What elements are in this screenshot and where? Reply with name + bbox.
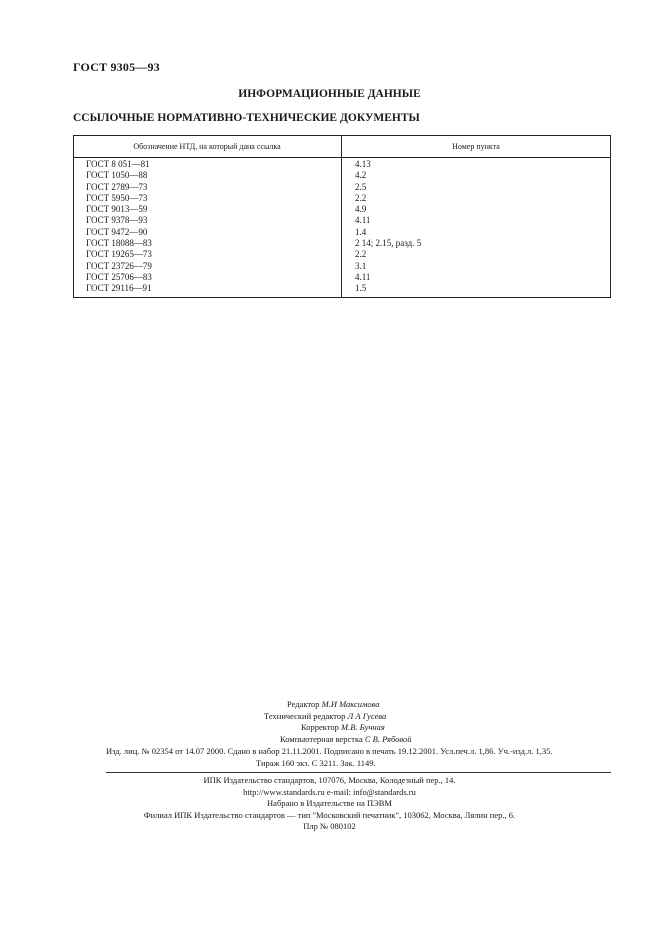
reference-cell: ГОСТ 19265—73 xyxy=(86,249,152,260)
publisher-info xyxy=(0,775,659,833)
table-row xyxy=(73,204,611,215)
column-header-reference: Обозначение НТД, на который дана ссылка xyxy=(133,142,281,151)
layout-label: Компьютерная верстка xyxy=(280,733,363,744)
section-title: ИНФОРМАЦИОННЫЕ ДАННЫЕ xyxy=(238,88,421,100)
tech-editor-label: Технический редактор xyxy=(264,710,346,721)
reference-cell: ГОСТ 18088—83 xyxy=(86,238,152,249)
editor-name: М.И Максимова xyxy=(321,699,380,709)
reference-cell: ГОСТ 1050—88 xyxy=(86,170,148,181)
clause-cell: 2.2 xyxy=(355,249,367,260)
table-body xyxy=(73,159,611,295)
table-row xyxy=(73,170,611,181)
editorial-credits xyxy=(258,699,412,745)
publisher-line-3: Набрано в Издательстве на ПЭВМ xyxy=(267,798,392,808)
publisher-line-4: Филиал ИПК Издательство стандартов — тип "Московский печатник", 103062, Москва, Лялин пер., 6. xyxy=(143,809,516,820)
table-title: ССЫЛОЧНЫЕ НОРМАТИВНО-ТЕХНИЧЕСКИЕ ДОКУМЕНТЫ xyxy=(73,112,420,124)
table-row xyxy=(73,238,611,249)
clause-cell: 1.4 xyxy=(355,226,367,237)
clause-cell: 2.2 xyxy=(355,192,367,203)
editor-line xyxy=(258,699,412,711)
print-details xyxy=(106,745,553,769)
table-row xyxy=(73,283,611,294)
print-details-line-2: Тираж 160 экз. С 3211. Зак. 1149. xyxy=(256,758,376,768)
print-details-line-1: Изд. лиц. № 02354 от 14.07 2000. Сдано в набор 21.11.2001. Подписано в печать 19.12.2001. Усл.печ.л. 1,86. Уч.-изд.л. 1,35. xyxy=(106,746,553,756)
table-row xyxy=(73,272,611,283)
reference-cell: ГОСТ 2789—73 xyxy=(86,181,148,192)
clause-cell: 1.5 xyxy=(355,283,367,294)
layout-line xyxy=(258,734,412,746)
document-code: ГОСТ 9305—93 xyxy=(73,60,160,74)
reference-cell: ГОСТ 9472—90 xyxy=(86,226,148,237)
publisher-line-1: ИПК Издательство стандартов, 107076, Москва, Колодезный пер., 14. xyxy=(203,775,456,785)
reference-cell: ГОСТ 9013—59 xyxy=(86,204,148,215)
table-row xyxy=(73,227,611,238)
clause-cell: 4.9 xyxy=(355,204,367,215)
table-row xyxy=(73,182,611,193)
clause-cell: 4.13 xyxy=(355,159,371,169)
table-row xyxy=(73,215,611,226)
clause-cell: 4.11 xyxy=(355,271,371,282)
reference-cell: ГОСТ 29116—91 xyxy=(86,283,152,294)
table-row xyxy=(73,249,611,260)
tech-editor-line xyxy=(258,711,412,723)
reference-cell: ГОСТ 23726—79 xyxy=(86,260,152,271)
layout-name: С В. Рябовой xyxy=(364,733,412,744)
clause-cell: 2.5 xyxy=(355,181,367,192)
table-row xyxy=(73,193,611,204)
table-row xyxy=(73,261,611,272)
table-header-divider xyxy=(73,157,611,158)
proofreader-line xyxy=(258,722,412,734)
publisher-line-5: Плр № 080102 xyxy=(303,821,356,831)
proofreader-name: М.В. Бучная xyxy=(341,722,385,732)
reference-cell: ГОСТ 5950—73 xyxy=(86,192,148,203)
editor-label: Редактор xyxy=(287,699,320,709)
clause-cell: 2 14; 2.15, разд. 5 xyxy=(355,238,422,249)
references-table xyxy=(73,135,611,298)
table-row xyxy=(73,159,611,170)
tech-editor-name: Л А Гусева xyxy=(347,710,387,721)
clause-cell: 3.1 xyxy=(355,260,367,271)
clause-cell: 4.2 xyxy=(355,170,367,181)
reference-cell: ГОСТ 9378—93 xyxy=(86,215,148,226)
divider xyxy=(106,772,611,773)
publisher-line-2: http://www.standards.ru e-mail: info@standards.ru xyxy=(243,786,416,797)
reference-cell: ГОСТ 8 051—81 xyxy=(86,159,150,169)
column-header-clause: Номер пункта xyxy=(452,142,500,151)
clause-cell: 4.11 xyxy=(355,215,371,226)
proofreader-label: Корректор xyxy=(301,722,339,732)
reference-cell: ГОСТ 25706—83 xyxy=(86,271,152,282)
